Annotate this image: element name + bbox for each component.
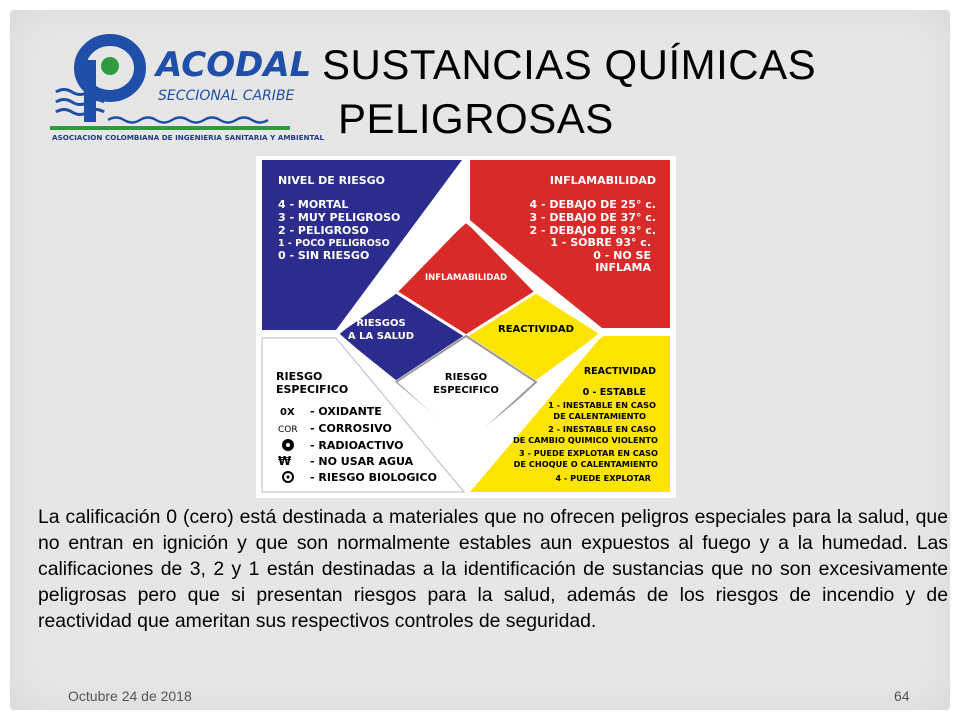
reactividad-line: 0 - ESTABLE <box>582 387 646 398</box>
reactividad-line: 4 - PUEDE EXPLOTAR <box>555 473 651 483</box>
center-left-label: A LA SALUD <box>347 331 415 342</box>
corrosivo-label: - CORROSIVO <box>310 422 392 435</box>
no-water-icon <box>278 454 292 468</box>
radioactivo-label: - RADIOACTIVO <box>310 439 404 452</box>
radioactive-icon <box>282 439 294 451</box>
center-left-label: RIESGOS <box>356 318 406 329</box>
oxidante-code: 0X <box>280 407 295 418</box>
slide-title <box>322 38 922 146</box>
riesgo-biologico-label: - RIESGO BIOLOGICO <box>310 471 437 484</box>
riesgo-especifico-heading: RIESGO <box>276 370 323 383</box>
no-usar-agua-label: - NO USAR AGUA <box>310 455 414 468</box>
reactividad-line: DE CHOQUE O CALENTAMIENTO <box>513 459 658 469</box>
title-line-1: SUSTANCIAS QUÍMICAS <box>322 41 817 88</box>
oxidante-label: - OXIDANTE <box>310 405 382 418</box>
center-bottom-label: RIESGO <box>444 372 488 383</box>
inflamabilidad-line: 0 - NO SE <box>593 249 651 262</box>
logo-subtitle: SECCIONAL CARIBE <box>158 88 295 104</box>
inflamabilidad-line: 1 - SOBRE 93° c. <box>550 236 651 249</box>
nivel-riesgo-line: 2 - PELIGROSO <box>278 224 369 237</box>
svg-text:₩: ₩ <box>278 454 292 468</box>
center-top-label: INFLAMABILIDAD <box>424 273 508 283</box>
reactividad-line: 3 - PUEDE EXPLOTAR EN CASO <box>518 448 658 458</box>
nivel-riesgo-line: 3 - MUY PELIGROSO <box>278 211 401 224</box>
acodal-logo <box>48 30 325 148</box>
inflamabilidad-line: 2 - DEBAJO DE 93° c. <box>529 224 656 237</box>
inflamabilidad-line: 3 - DEBAJO DE 37° c. <box>529 211 656 224</box>
title-line-2: PELIGROSAS <box>338 95 614 142</box>
corrosivo-code: COR <box>278 425 298 435</box>
inflamabilidad-line: INFLAMA <box>595 261 651 274</box>
center-right-label: REACTIVIDAD <box>498 324 574 335</box>
logo-name: ACODAL <box>156 45 312 85</box>
slide <box>10 10 950 710</box>
acodal-logo-graphic <box>48 30 325 148</box>
inflamabilidad-heading: INFLAMABILIDAD <box>549 174 656 187</box>
reactividad-line: 1 - INESTABLE EN CASO <box>548 400 656 410</box>
nivel-riesgo-line: 0 - SIN RIESGO <box>278 249 370 262</box>
inflamabilidad-line: 4 - DEBAJO DE 25° c. <box>529 198 656 211</box>
nivel-riesgo-line: 4 - MORTAL <box>278 198 349 211</box>
reactividad-heading: REACTIVIDAD <box>583 366 656 377</box>
center-bottom-label: ESPECIFICO <box>433 385 499 396</box>
page-number: 64 <box>894 688 910 704</box>
logo-tagline: ASOCIACION COLOMBIANA DE INGENIERIA SANITARIA Y AMBIENTAL <box>52 133 325 142</box>
body-paragraph: La calificación 0 (cero) está destinada a materiales que no ofrecen peligros especiales para la salud, que no entran en ignición y que son normalmente estables aun expuestos al fuego y a la humedad. Las calificaciones de 3, 2 y 1 están destinadas a la identificación de sustancias que no son excesivamente peligrosas pero que si presentan riesgos para la salud, además de los riesgos de incendio y de reactividad que ameritan sus respectivos controles de seguridad. <box>38 506 948 632</box>
reactividad-line: DE CAMBIO QUIMICO VIOLENTO <box>512 435 658 445</box>
reactividad-line: 2 - INESTABLE EN CASO <box>548 424 656 434</box>
footer-date: Octubre 24 de 2018 <box>68 688 192 704</box>
nivel-riesgo-line: 1 - POCO PELIGROSO <box>278 238 390 249</box>
nfpa-diagram <box>256 156 676 498</box>
reactividad-line: DE CALENTAMIENTO <box>553 411 646 421</box>
nivel-riesgo-heading: NIVEL DE RIESGO <box>278 174 386 187</box>
riesgo-especifico-heading: ESPECIFICO <box>276 383 349 396</box>
